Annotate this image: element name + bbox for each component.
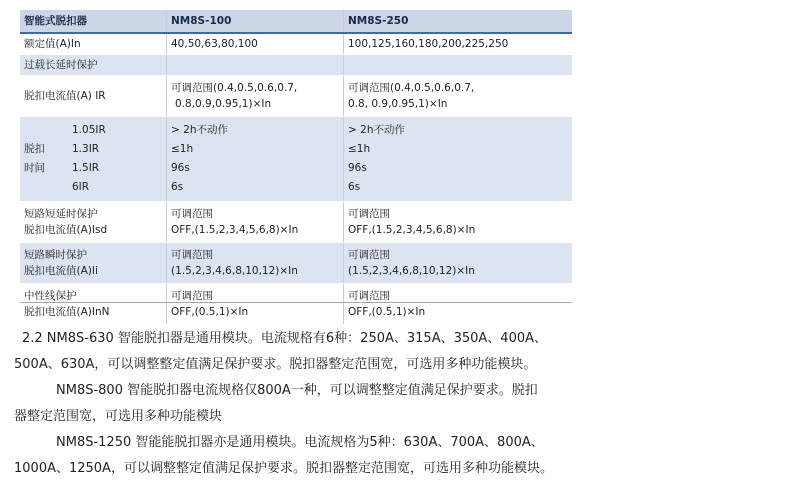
cell-value [343, 202, 572, 242]
row-label [20, 243, 166, 283]
trip-item: 6IR [72, 181, 90, 193]
trip-label-line: 脱扣 [24, 143, 45, 155]
table-row-ir [20, 76, 572, 117]
cell-line: 可调范围 [171, 208, 213, 220]
cell-line: 96s [171, 162, 190, 174]
trip-label-cell [20, 117, 166, 201]
row-label-line: 短路短延时保护 [24, 208, 98, 220]
row-label [20, 76, 166, 116]
body-text [14, 326, 784, 482]
cell-empty [166, 55, 343, 75]
trip-items [72, 121, 106, 197]
cell-line: 6s [348, 181, 361, 193]
cell-line: 可调范围 [171, 290, 213, 302]
table-row-trip-time [20, 117, 572, 202]
row-label [20, 202, 166, 242]
row-label-line: 脱扣电流值(A)InN [24, 306, 110, 318]
row-label-line: 中性线保护 [24, 290, 77, 302]
cell-value: 40,50,63,80,100 [166, 34, 343, 54]
table-row-instant [20, 243, 572, 284]
header-cell-nm8s-100: NM8S-100 [166, 10, 343, 32]
cell-line: 可调范围 [171, 249, 213, 261]
trip-item: 1.05IR [72, 124, 106, 136]
row-label: 额定值(A)In [24, 38, 81, 50]
trip-label-line: 时间 [24, 162, 45, 174]
table-row-rated [20, 34, 572, 55]
cell-line: ≤1h [171, 143, 194, 155]
row-label-text: 脱扣电流值(A) IR [24, 90, 106, 102]
header-cell-type: 智能式脱扣器 [24, 15, 87, 27]
table-row-neutral [20, 284, 572, 325]
cell-line: (1.5,2,3,4,6,8,10,12)×In [348, 265, 475, 277]
spec-table [20, 10, 572, 325]
row-label-line: 脱扣电流值(A)Isd [24, 224, 108, 236]
cell-value [343, 284, 572, 324]
cell-line: 可调范围 [348, 208, 390, 220]
table-row-short-delay [20, 202, 572, 243]
cell-line: 可调范围(0.4,0.5,0.6,0.7, [348, 82, 475, 94]
cell-line: 96s [348, 162, 367, 174]
cell-line: 可调范围 [348, 249, 390, 261]
cell-value [166, 202, 343, 242]
cell-line: OFF,(1.5,2,3,4,5,6,8)×In [348, 224, 476, 236]
trip-item: 1.3IR [72, 143, 100, 155]
table-bottom-rule [20, 302, 572, 303]
paragraph-line: NM8S-800 智能脱扣器电流规格仅800A一种，可以调整整定值满足保护要求。脱扣 [56, 383, 538, 398]
row-label-line: 短路瞬时保护 [24, 249, 87, 261]
paragraph-line: 1000A、1250A，可以调整整定值满足保护要求。脱扣器整定范围宽，可选用多种功能模块。 [14, 461, 553, 476]
paragraph-line: 器整定范围宽，可选用多种功能模块 [14, 409, 223, 424]
cell-line: OFF,(0.5,1)×In [171, 306, 249, 318]
paragraph-line: NM8S-1250 智能能脱扣器亦是通用模块。电流规格为5种：630A、700A、800A、 [56, 435, 544, 450]
cell-value [166, 76, 343, 116]
cell-value [343, 243, 572, 283]
cell-line: OFF,(1.5,2,3,4,5,6,8)×In [171, 224, 299, 236]
trip-item: 1.5IR [72, 162, 100, 174]
cell-line: 0.8, 0.9,0.95,1)×In [348, 98, 448, 110]
cell-value [343, 76, 572, 116]
cell-line: (1.5,2,3,4,6,8,10,12)×In [171, 265, 298, 277]
cell-line: > 2h不动作 [348, 124, 405, 136]
row-label-line: 脱扣电流值(A)Ii [24, 265, 98, 277]
header-cell-nm8s-250: NM8S-250 [343, 10, 572, 32]
cell-line: 可调范围 [348, 290, 390, 302]
cell-line: > 2h不动作 [171, 124, 228, 136]
cell-line: ≤1h [348, 143, 371, 155]
cell-empty [343, 55, 572, 75]
cell-value: 100,125,160,180,200,225,250 [343, 34, 572, 54]
cell-line: 6s [171, 181, 184, 193]
paragraph-line: 500A、630A，可以调整整定值满足保护要求。脱扣器整定范围宽，可选用多种功能模块。 [14, 357, 537, 372]
paragraph-line: 2.2 NM8S-630 智能脱扣器是通用模块。电流规格有6种：250A、315A、350A、400A、 [22, 331, 548, 346]
row-label [20, 284, 166, 324]
cell-value [166, 284, 343, 324]
trip-label [24, 140, 72, 178]
table-row-overload [20, 55, 572, 76]
cell-line: 可调范围(0.4,0.5,0.6,0.7, [171, 82, 298, 94]
cell-value [166, 243, 343, 283]
cell-line: 0.8,0.9,0.95,1)×In [175, 98, 272, 110]
table-header-row [20, 10, 572, 34]
cell-value [343, 117, 572, 201]
row-label: 过载长延时保护 [24, 59, 98, 71]
cell-value [166, 117, 343, 201]
cell-line: OFF,(0.5,1)×In [348, 306, 426, 318]
